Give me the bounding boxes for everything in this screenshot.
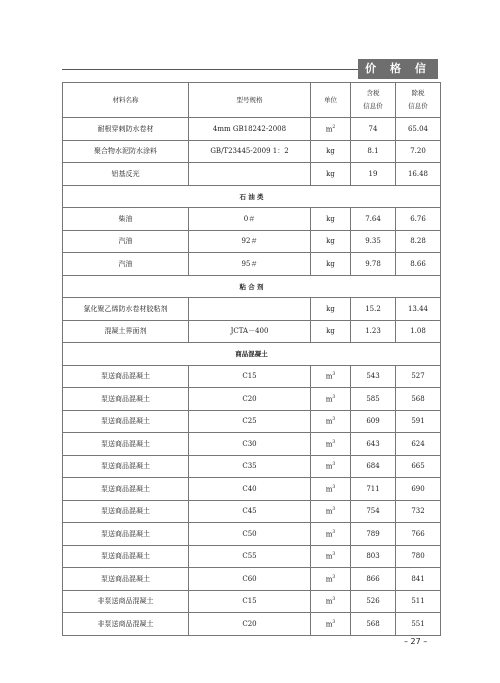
header-unit: 单位: [311, 83, 351, 118]
tax-included-price-cell: 754: [351, 500, 396, 523]
tax-excluded-price-cell: 16.48: [396, 163, 441, 186]
tax-excluded-price-cell: 568: [396, 388, 441, 411]
unit-text: m: [325, 574, 333, 583]
header-tax-included-price: [351, 83, 396, 118]
unit-cell: [311, 208, 351, 231]
tax-included-price-cell: 8.1: [351, 140, 396, 163]
material-name-cell: 泵送商品混凝土: [63, 410, 189, 433]
table-row: [63, 568, 441, 591]
header-tax-included-line1: 含税: [366, 89, 380, 97]
unit-text: kg: [326, 304, 335, 313]
unit-exponent: 3: [332, 372, 336, 378]
tax-excluded-price-cell: 7.20: [396, 140, 441, 163]
material-name-cell: 泵送商品混凝土: [63, 545, 189, 568]
spec-cell: 4mm GB18242-2008: [189, 118, 311, 141]
price-table-body: [63, 83, 441, 636]
unit-text: m: [325, 597, 333, 606]
material-name-cell: 汽油: [63, 230, 189, 253]
tax-excluded-price-cell: 1.08: [396, 320, 441, 343]
material-name-cell: 非泵送商品混凝土: [63, 613, 189, 636]
material-name-cell: 泵送商品混凝土: [63, 523, 189, 546]
unit-cell: [311, 410, 351, 433]
unit-text: m: [325, 529, 333, 538]
material-name-cell: 混凝土界面剂: [63, 320, 189, 343]
material-name-cell: 聚合物水泥防水涂料: [63, 140, 189, 163]
header-spec: 型号规格: [189, 83, 311, 118]
material-name-cell: 非泵送商品混凝土: [63, 590, 189, 613]
table-row: [63, 298, 441, 321]
price-table: [62, 82, 441, 636]
tax-excluded-price-cell: 13.44: [396, 298, 441, 321]
unit-cell: [311, 613, 351, 636]
unit-text: kg: [326, 327, 335, 336]
header-tax-included-line2: 信息价: [363, 102, 383, 110]
material-name-cell: 泵送商品混凝土: [63, 365, 189, 388]
table-row: [63, 590, 441, 613]
unit-cell: [311, 365, 351, 388]
tax-excluded-price-cell: 780: [396, 545, 441, 568]
unit-exponent: 3: [332, 394, 336, 400]
table-row: [63, 500, 441, 523]
unit-text: m: [325, 372, 333, 381]
table-row: [63, 163, 441, 186]
table-row: [63, 410, 441, 433]
spec-cell: C15: [189, 590, 311, 613]
unit-cell: [311, 433, 351, 456]
table-row: [63, 230, 441, 253]
material-name-cell: 泵送商品混凝土: [63, 433, 189, 456]
unit-text: m: [325, 439, 333, 448]
section-title: 粘 合 剂: [63, 275, 441, 298]
table-row: [63, 365, 441, 388]
unit-text: kg: [326, 237, 335, 246]
tax-excluded-price-cell: 766: [396, 523, 441, 546]
tax-excluded-price-cell: 65.04: [396, 118, 441, 141]
tax-included-price-cell: 543: [351, 365, 396, 388]
unit-text: m: [325, 124, 333, 133]
unit-text: kg: [326, 169, 335, 178]
unit-exponent: 3: [332, 462, 336, 468]
tax-included-price-cell: 9.35: [351, 230, 396, 253]
tax-included-price-cell: 866: [351, 568, 396, 591]
tax-included-price-cell: 7.64: [351, 208, 396, 231]
unit-cell: [311, 523, 351, 546]
unit-cell: [311, 388, 351, 411]
material-name-cell: 铝基反光: [63, 163, 189, 186]
tax-included-price-cell: 15.2: [351, 298, 396, 321]
spec-cell: [189, 163, 311, 186]
unit-exponent: 3: [332, 574, 336, 580]
spec-cell: C20: [189, 613, 311, 636]
table-row: [63, 253, 441, 276]
spec-cell: C55: [189, 545, 311, 568]
spec-cell: C60: [189, 568, 311, 591]
section-banner: 价 格 信 息: [358, 59, 438, 79]
spec-cell: [189, 298, 311, 321]
table-row: [63, 455, 441, 478]
spec-cell: C40: [189, 478, 311, 501]
table-header-row: [63, 83, 441, 118]
tax-excluded-price-cell: 665: [396, 455, 441, 478]
tax-included-price-cell: 1.23: [351, 320, 396, 343]
unit-text: m: [325, 462, 333, 471]
unit-text: m: [325, 507, 333, 516]
tax-included-price-cell: 9.78: [351, 253, 396, 276]
unit-cell: [311, 230, 351, 253]
page-number: – 27 –: [404, 637, 428, 646]
tax-included-price-cell: 74: [351, 118, 396, 141]
section-title: 商品混凝土: [63, 343, 441, 366]
section-row: [63, 275, 441, 298]
unit-cell: [311, 298, 351, 321]
table-row: [63, 433, 441, 456]
section-title: 石 油 类: [63, 185, 441, 208]
unit-exponent: 3: [332, 529, 336, 535]
tax-excluded-price-cell: 551: [396, 613, 441, 636]
unit-cell: [311, 568, 351, 591]
material-name-cell: 汽油: [63, 253, 189, 276]
unit-exponent: 3: [332, 597, 336, 603]
unit-cell: [311, 478, 351, 501]
material-name-cell: 柴油: [63, 208, 189, 231]
table-row: [63, 523, 441, 546]
material-name-cell: 泵送商品混凝土: [63, 568, 189, 591]
table-row: [63, 118, 441, 141]
spec-cell: JCTA－400: [189, 320, 311, 343]
spec-cell: C15: [189, 365, 311, 388]
tax-included-price-cell: 526: [351, 590, 396, 613]
table-row: [63, 320, 441, 343]
unit-text: m: [325, 394, 333, 403]
table-row: [63, 478, 441, 501]
unit-exponent: 3: [332, 417, 336, 423]
tax-excluded-price-cell: 8.28: [396, 230, 441, 253]
spec-cell: C50: [189, 523, 311, 546]
spec-cell: 95＃: [189, 253, 311, 276]
unit-cell: [311, 455, 351, 478]
tax-included-price-cell: 711: [351, 478, 396, 501]
material-name-cell: 泵送商品混凝土: [63, 478, 189, 501]
unit-cell: [311, 320, 351, 343]
unit-text: m: [325, 484, 333, 493]
material-name-cell: 泵送商品混凝土: [63, 455, 189, 478]
tax-included-price-cell: 803: [351, 545, 396, 568]
tax-excluded-price-cell: 527: [396, 365, 441, 388]
unit-cell: [311, 500, 351, 523]
tax-included-price-cell: 684: [351, 455, 396, 478]
tax-included-price-cell: 643: [351, 433, 396, 456]
material-name-cell: 泵送商品混凝土: [63, 500, 189, 523]
tax-excluded-price-cell: 8.66: [396, 253, 441, 276]
spec-cell: C20: [189, 388, 311, 411]
header-material-name: 材料名称: [63, 83, 189, 118]
tax-excluded-price-cell: 841: [396, 568, 441, 591]
unit-cell: [311, 253, 351, 276]
tax-excluded-price-cell: 624: [396, 433, 441, 456]
tax-excluded-price-cell: 511: [396, 590, 441, 613]
unit-text: kg: [326, 259, 335, 268]
unit-exponent: 3: [332, 619, 336, 625]
spec-cell: 0＃: [189, 208, 311, 231]
header-tax-excluded-price: [396, 83, 441, 118]
table-row: [63, 140, 441, 163]
section-row: [63, 185, 441, 208]
tax-excluded-price-cell: 591: [396, 410, 441, 433]
header-rule: [62, 69, 360, 70]
table-row: [63, 545, 441, 568]
spec-cell: C30: [189, 433, 311, 456]
tax-excluded-price-cell: 6.76: [396, 208, 441, 231]
material-name-cell: 氯化聚乙烯防水卷材胶粘剂: [63, 298, 189, 321]
tax-included-price-cell: 609: [351, 410, 396, 433]
unit-cell: [311, 140, 351, 163]
unit-text: kg: [326, 214, 335, 223]
tax-included-price-cell: 789: [351, 523, 396, 546]
table-row: [63, 388, 441, 411]
table-row: [63, 613, 441, 636]
unit-text: m: [325, 619, 333, 628]
unit-exponent: 3: [332, 552, 336, 558]
unit-cell: [311, 590, 351, 613]
spec-cell: C45: [189, 500, 311, 523]
material-name-cell: 泵送商品混凝土: [63, 388, 189, 411]
unit-exponent: 3: [332, 507, 336, 513]
unit-exponent: 3: [332, 439, 336, 445]
material-name-cell: 耐根穿刺防水卷材: [63, 118, 189, 141]
unit-text: kg: [326, 147, 335, 156]
spec-cell: C35: [189, 455, 311, 478]
header-tax-excluded-line2: 信息价: [408, 102, 428, 110]
spec-cell: 92＃: [189, 230, 311, 253]
table-row: [63, 208, 441, 231]
unit-text: m: [325, 417, 333, 426]
tax-excluded-price-cell: 690: [396, 478, 441, 501]
unit-text: m: [325, 552, 333, 561]
tax-included-price-cell: 19: [351, 163, 396, 186]
unit-cell: [311, 163, 351, 186]
spec-cell: C25: [189, 410, 311, 433]
tax-included-price-cell: 585: [351, 388, 396, 411]
unit-cell: [311, 545, 351, 568]
tax-excluded-price-cell: 732: [396, 500, 441, 523]
unit-cell: [311, 118, 351, 141]
unit-exponent: 2: [332, 124, 336, 130]
header-tax-excluded-line1: 除税: [411, 89, 425, 97]
tax-included-price-cell: 568: [351, 613, 396, 636]
section-row: [63, 343, 441, 366]
spec-cell: GB/T23445-2009 1：2: [189, 140, 311, 163]
unit-exponent: 3: [332, 484, 336, 490]
